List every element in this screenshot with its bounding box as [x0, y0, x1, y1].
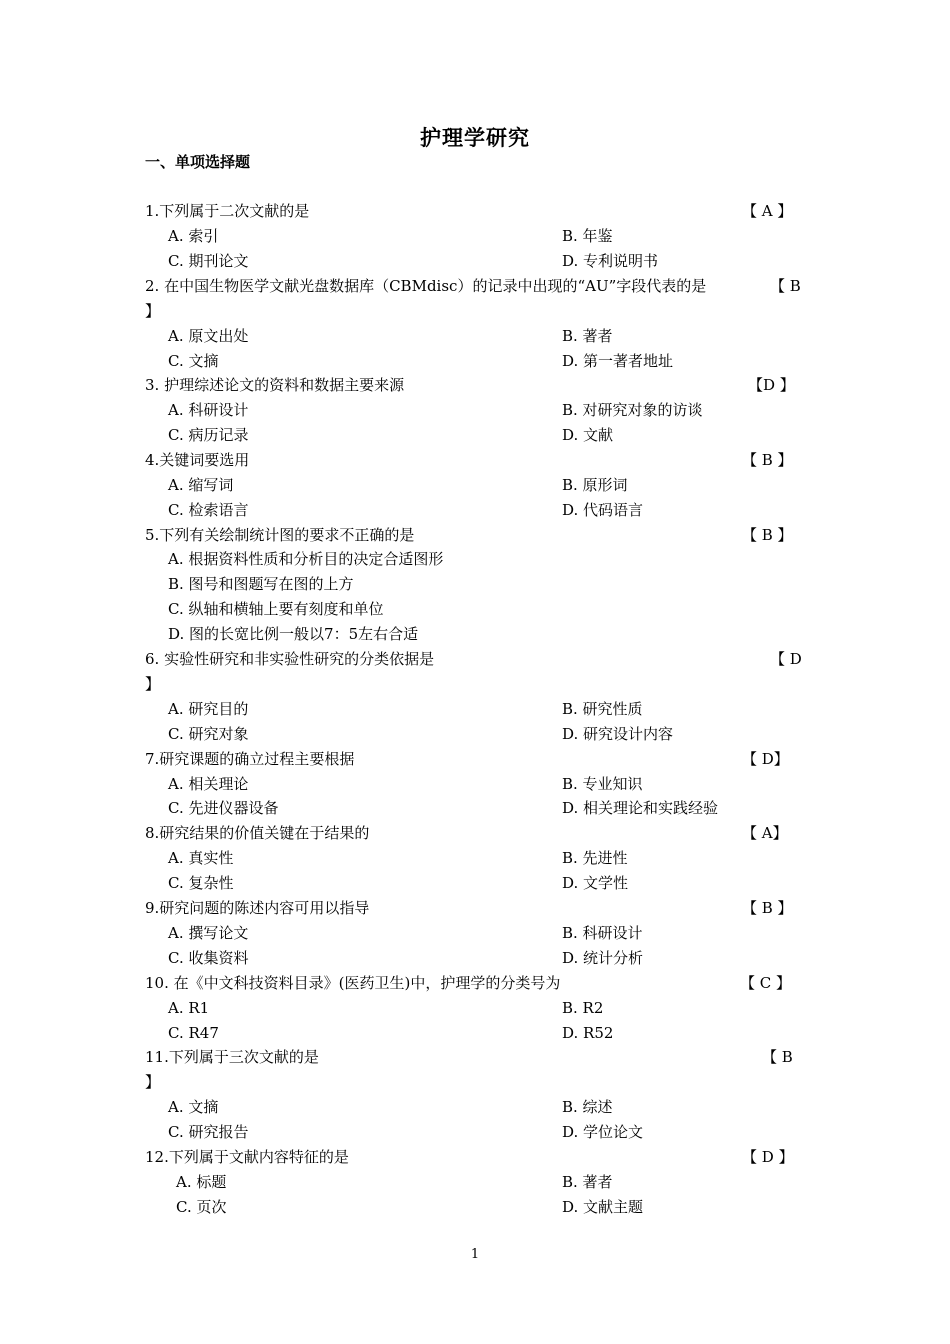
option-b: B. 研究性质 — [562, 700, 643, 718]
page-title: 护理学研究 — [420, 125, 530, 150]
option-d: D. 研究设计内容 — [562, 725, 674, 743]
option-b: B. 先进性 — [562, 849, 628, 867]
option-c: C. R47 — [168, 1024, 219, 1042]
option-d: D. 图的长宽比例一般以7：5左右合适 — [168, 625, 419, 643]
option-d: D. 代码语言 — [562, 501, 644, 519]
option-c: C. 复杂性 — [168, 874, 234, 892]
answer-key: 【 B — [770, 277, 801, 295]
option-b: B. 原形词 — [562, 476, 628, 494]
option-d: D. 文献主题 — [562, 1198, 644, 1216]
option-c: C. 文摘 — [168, 352, 219, 370]
answer-key: 【 D 】 — [742, 1148, 794, 1166]
answer-key: 【 A 】 — [742, 202, 793, 220]
option-d: D. 专利说明书 — [562, 252, 659, 270]
option-a: A. 研究目的 — [168, 700, 249, 718]
answer-key: 【D 】 — [748, 376, 795, 394]
option-d: D. 文学性 — [562, 874, 629, 892]
question-stem: 11.下列属于三次文献的是 — [145, 1048, 319, 1066]
answer-key: 【 A】 — [742, 824, 788, 842]
question-stem: 10. 在《中文科技资料目录》(医药卫生)中，护理学的分类号为 — [145, 974, 561, 992]
question-stem: 2. 在中国生物医学文献光盘数据库（CBMdisc）的记录中出现的“AU”字段代表的是 — [145, 277, 707, 295]
option-a: A. 索引 — [168, 227, 219, 245]
answer-key-close: 】 — [145, 675, 161, 693]
answer-key: 【 D — [770, 650, 802, 668]
option-a: A. 标题 — [176, 1173, 227, 1191]
question-stem: 9.研究问题的陈述内容可用以指导 — [145, 899, 370, 917]
option-c: C. 研究对象 — [168, 725, 249, 743]
option-b: B. 科研设计 — [562, 924, 643, 942]
answer-key: 【 C 】 — [740, 974, 792, 992]
option-d: D. 统计分析 — [562, 949, 644, 967]
option-a: A. 缩写词 — [168, 476, 234, 494]
option-c: C. 先进仪器设备 — [168, 799, 279, 817]
option-b: B. 对研究对象的访谈 — [562, 401, 703, 419]
option-c: C. 纵轴和横轴上要有刻度和单位 — [168, 600, 384, 618]
option-c: C. 页次 — [176, 1198, 227, 1216]
option-a: A. 根据资料性质和分析目的决定合适图形 — [168, 550, 444, 568]
option-a: A. 文摘 — [168, 1098, 219, 1116]
answer-key: 【 B 】 — [742, 526, 793, 544]
question-stem: 6. 实验性研究和非实验性研究的分类依据是 — [145, 650, 435, 668]
option-b: B. 专业知识 — [562, 775, 643, 793]
option-c: C. 病历记录 — [168, 426, 249, 444]
option-a: A. 原文出处 — [168, 327, 249, 345]
question-stem: 7.研究课题的确立过程主要根据 — [145, 750, 355, 768]
question-stem: 3. 护理综述论文的资料和数据主要来源 — [145, 376, 405, 394]
option-a: A. R1 — [168, 999, 210, 1017]
option-a: A. 相关理论 — [168, 775, 249, 793]
option-d: D. 学位论文 — [562, 1123, 644, 1141]
option-c: C. 收集资料 — [168, 949, 249, 967]
question-stem: 8.研究结果的价值关键在于结果的 — [145, 824, 370, 842]
option-d: D. 第一著者地址 — [562, 352, 674, 370]
option-c: C. 检索语言 — [168, 501, 249, 519]
answer-key: 【 B 】 — [742, 451, 793, 469]
option-d: D. R52 — [562, 1024, 614, 1042]
option-d: D. 相关理论和实践经验 — [562, 799, 719, 817]
option-a: A. 科研设计 — [168, 401, 249, 419]
option-c: C. 期刊论文 — [168, 252, 249, 270]
option-a: A. 真实性 — [168, 849, 234, 867]
option-b: B. R2 — [562, 999, 604, 1017]
answer-key: 【 D】 — [742, 750, 789, 768]
option-d: D. 文献 — [562, 426, 614, 444]
option-b: B. 图号和图题写在图的上方 — [168, 575, 354, 593]
option-a: A. 撰写论文 — [168, 924, 249, 942]
answer-key-close: 】 — [145, 302, 161, 320]
option-b: B. 综述 — [562, 1098, 613, 1116]
answer-key: 【 B 】 — [742, 899, 793, 917]
question-stem: 4.关键词要选用 — [145, 451, 250, 469]
option-c: C. 研究报告 — [168, 1123, 249, 1141]
answer-key: 【 B — [762, 1048, 793, 1066]
option-b: B. 著者 — [562, 1173, 613, 1191]
section-heading: 一、单项选择题 — [145, 153, 251, 171]
question-stem: 12.下列属于文献内容特征的是 — [145, 1148, 349, 1166]
answer-key-close: 】 — [145, 1073, 161, 1091]
question-stem: 5.下列有关绘制统计图的要求不正确的是 — [145, 526, 415, 544]
question-stem: 1.下列属于二次文献的是 — [145, 202, 310, 220]
page-number: 1 — [470, 1247, 480, 1262]
option-b: B. 著者 — [562, 327, 613, 345]
option-b: B. 年鉴 — [562, 227, 613, 245]
